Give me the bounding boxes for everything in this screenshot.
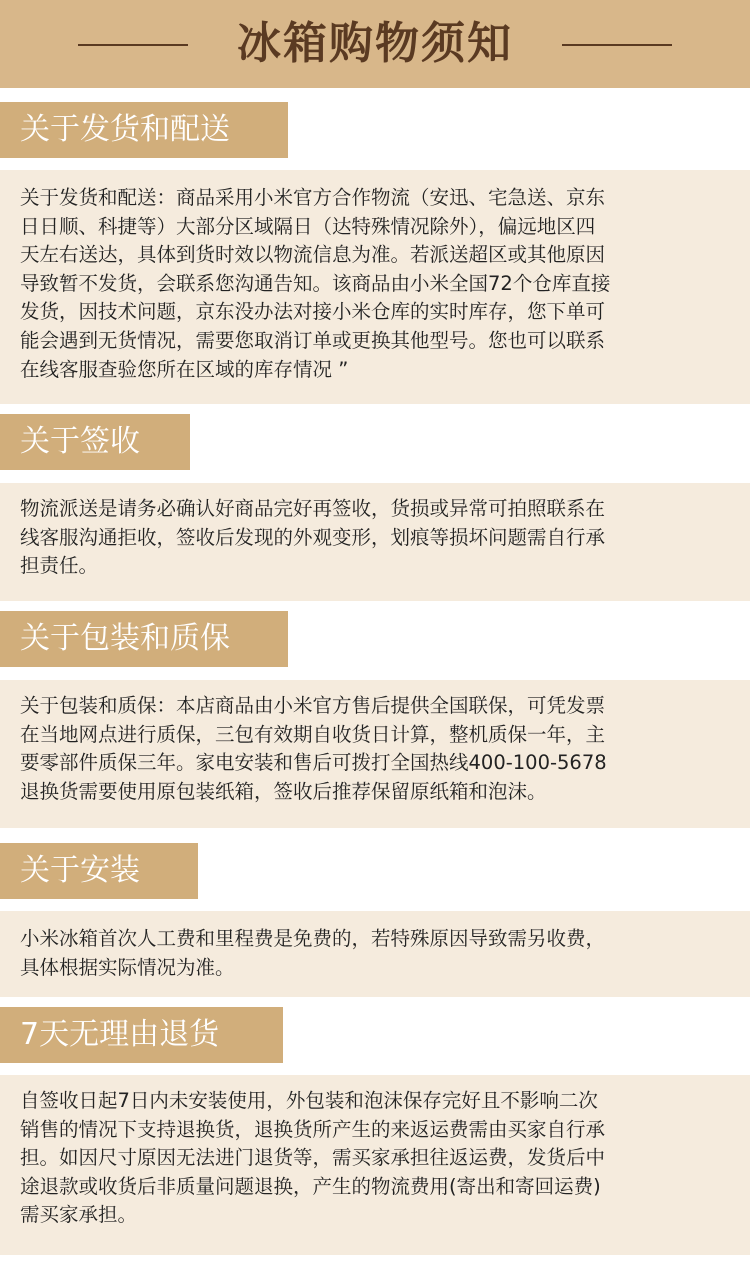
body-line: 能会遇到无货情况，需要您取消订单或更换其他型号。您也可以联系 [20, 328, 606, 352]
body-line: 需买家承担。 [20, 1203, 138, 1227]
body-line: 在当地网点进行质保，三包有效期自收货日计算，整机质保一年，主 [20, 722, 606, 746]
section-tag-warranty: 关于包装和质保 [0, 611, 288, 667]
body-line: 发货，因技术问题，京东没办法对接小米仓库的实时库存，您下单可 [20, 300, 606, 324]
body-line: 担。如因尺寸原因无法进门退货等，需买家承担往返运费，发货后中 [20, 1146, 606, 1170]
body-line: 小米冰箱首次人工费和里程费是免费的，若特殊原因导致需另收费， [20, 927, 606, 950]
page-header [0, 0, 750, 88]
body-line: 导致暂不发货，会联系您沟通告知。该商品由小米全国72个仓库直接 [20, 271, 611, 295]
section-body-warranty [0, 680, 750, 828]
body-line: 日日顺、科捷等）大部分区域隔日（达特殊情况除外），偏远地区四 [20, 214, 596, 238]
body-line: 物流派送是请务必确认好商品完好再签收，货损或异常可拍照联系在 [20, 497, 606, 520]
body-line: 关于发货和配送：商品采用小米官方合作物流（安迅、宅急送、京东 [20, 186, 606, 209]
body-line: 在线客服查验您所在区域的库存情况 ” [20, 357, 349, 381]
body-line: 线客服沟通拒收，签收后发现的外观变形，划痕等损坏问题需自行承 [20, 525, 606, 549]
body-line: 具体根据实际情况为准。 [20, 955, 235, 979]
body-line: 销售的情况下支持退换货，退换货所产生的来返运费需由买家自行承 [20, 1117, 606, 1141]
body-line: 关于包装和质保：本店商品由小米官方售后提供全国联保，可凭发票 [20, 694, 606, 717]
body-line: 要零部件质保三年。家电安装和售后可拨打全国热线400-100-5678 [20, 751, 607, 775]
page-title: 冰箱购物须知 [237, 18, 513, 69]
body-line: 担责任。 [20, 554, 99, 578]
section-body-installation [0, 911, 750, 997]
body-line: 途退款或收货后非质量问题退换，产生的物流费用(寄出和寄回运费) [20, 1174, 601, 1198]
body-line: 退换货需要使用原包装纸箱，签收后推荐保留原纸箱和泡沫。 [20, 779, 547, 803]
section-tag-shipping: 关于发货和配送 [0, 102, 288, 158]
body-line: 天左右送达，具体到货时效以物流信息为准。若派送超区或其他原因 [20, 243, 606, 267]
section-tag-installation: 关于安装 [0, 843, 198, 899]
body-line: 自签收日起7日内未安装使用，外包装和泡沫保存完好且不影响二次 [20, 1089, 598, 1112]
header-right-rule [562, 44, 672, 46]
section-body-signing [0, 483, 750, 601]
section-tag-returns: 7天无理由退货 [0, 1007, 283, 1063]
section-body-shipping [0, 170, 750, 404]
section-tag-signing: 关于签收 [0, 414, 190, 470]
section-body-returns [0, 1075, 750, 1255]
